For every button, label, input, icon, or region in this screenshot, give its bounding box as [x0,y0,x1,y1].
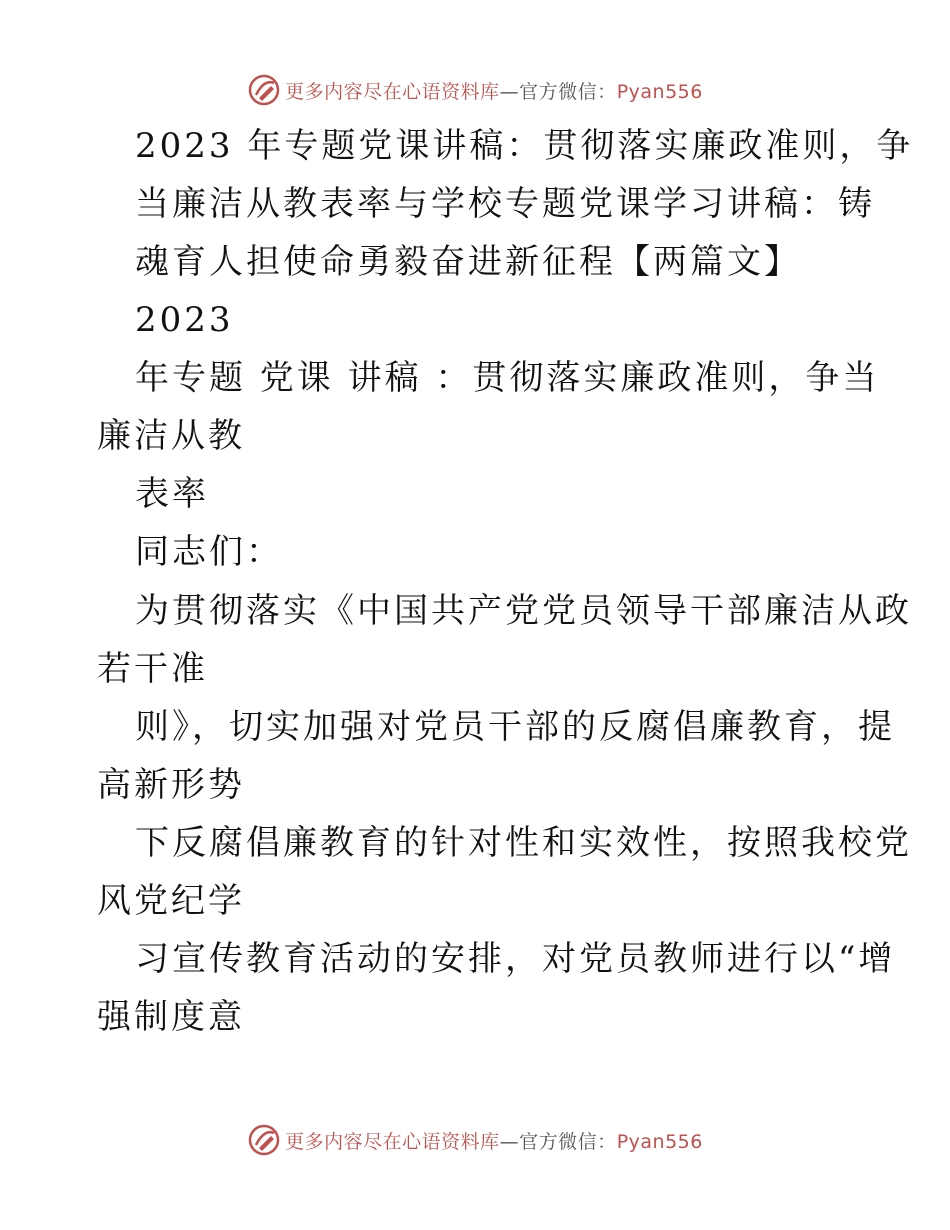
pen-logo-icon [247,73,281,107]
banner-site-text: 更多内容尽在心语资料库 [285,80,500,103]
banner-wechat-handle: Pyan556 [616,80,703,103]
banner-site-text: 更多内容尽在心语资料库 [285,1130,500,1153]
paragraph-line: 高新形势 [97,765,245,805]
paragraph-line: 若干准 [97,649,208,689]
banner-wechat-label: 官方微信： [519,80,617,103]
title-line-2: 当廉洁从教表率与学校专题党课学习讲稿：铸 [135,184,875,224]
paragraph-line: 风党纪学 [97,881,245,921]
paragraph-line: 习宣传教育活动的安排，对党员教师进行以“增 [135,939,896,979]
subtitle-line-3: 表率 [135,474,209,514]
subtitle-year: 2023 [135,300,234,340]
paragraph-line: 下反腐倡廉教育的针对性和实效性，按照我校党 [135,823,912,863]
paragraph-line: 强制度意 [97,997,245,1037]
footer-watermark-banner [0,1120,950,1160]
pen-logo-icon [247,1123,281,1157]
paragraph-line: 则》，切实加强对党员干部的反腐倡廉教育，提 [135,707,895,747]
title-line-3: 魂育人担使命勇毅奋进新征程【两篇文】 [135,242,801,282]
subtitle-line-1: 年专题 党课 讲稿 ：贯彻落实廉政准则，争当 [135,358,880,398]
banner-dash: — [499,1130,520,1153]
banner-dash: — [499,80,520,103]
banner-wechat-handle: Pyan556 [616,1130,703,1153]
header-watermark-banner [0,70,950,110]
subtitle-line-2: 廉洁从教 [97,416,245,456]
banner-wechat-label: 官方微信： [519,1130,617,1153]
paragraph-line: 为贯彻落实《中国共产党党员领导干部廉洁从政 [135,591,912,631]
title-line-1: 2023 年专题党课讲稿：贯彻落实廉政准则，争 [135,126,914,166]
salutation: 同志们： [135,532,283,572]
